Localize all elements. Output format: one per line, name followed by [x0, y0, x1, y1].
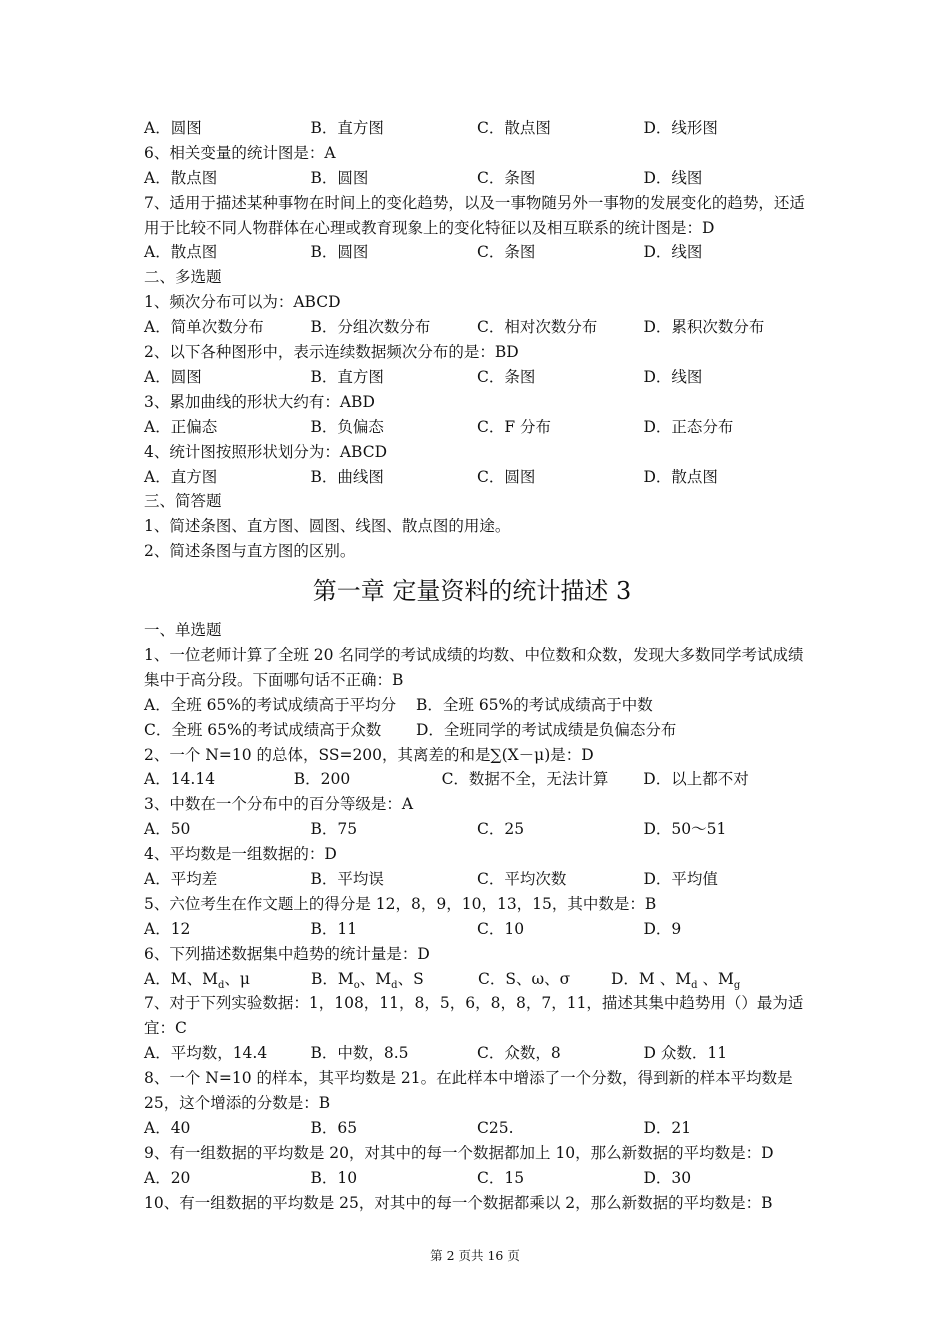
- option: C．10: [477, 919, 525, 938]
- option-text: A．M、M: [144, 969, 218, 988]
- section-heading: 三、简答题: [144, 492, 222, 511]
- option: C．平均次数: [477, 870, 567, 888]
- options-row: [144, 365, 810, 390]
- question: 9、有一组数据的平均数是 20，对其中的每一个数据都加上 10，那么新数据的平均数是：D: [144, 1143, 774, 1162]
- options-row: [144, 166, 810, 191]
- option: C．条图: [477, 367, 536, 386]
- question: 2、一个 N=10 的总体，SS=200，其离差的和是∑(X－μ)是：D: [144, 745, 594, 764]
- option: B．分组次数分布: [310, 318, 431, 337]
- options-row: [144, 1116, 810, 1141]
- question: 6、下列描述数据集中趋势的统计量是：D: [144, 944, 430, 963]
- options-row: [144, 867, 810, 892]
- option-text: 、M: [359, 969, 392, 988]
- question: 3、中数在一个分布中的百分等级是：A: [144, 795, 414, 814]
- option: C．散点图: [477, 119, 551, 137]
- page-content: [144, 116, 810, 1216]
- option: A．平均数，14.4: [144, 1044, 268, 1063]
- option: B．中数，8.5: [310, 1044, 409, 1063]
- option: C．条图: [477, 168, 536, 187]
- subscript: d: [391, 979, 398, 991]
- question: 10、有一组数据的平均数是 25，对其中的每一个数据都乘以 2，那么新数据的平均数是：B: [144, 1193, 773, 1212]
- option: D．全班同学的考试成绩是负偏态分布: [416, 720, 677, 739]
- option: D．线图: [643, 367, 703, 386]
- option: [311, 967, 478, 992]
- option: B．负偏态: [310, 417, 384, 436]
- question: 3、累加曲线的形状大约有：ABD: [144, 392, 375, 411]
- options-row: [144, 465, 810, 490]
- option: A．直方图: [144, 467, 218, 486]
- option: B．直方图: [310, 119, 384, 137]
- question: 4、平均数是一组数据的：D: [144, 845, 337, 864]
- option: A．散点图: [144, 243, 218, 262]
- options-row: [144, 1166, 810, 1191]
- option: C．S、ω、σ: [478, 969, 571, 988]
- option-text: 、M: [697, 969, 734, 988]
- question: 2、简述条图与直方图的区别。: [144, 542, 356, 561]
- question: 8、一个 N=10 的样本，其平均数是 21。在此样本中增添了一个分数，得到新的样本平均数是 25，这个增添的分数是：B: [144, 1069, 793, 1113]
- question: 2、以下各种图形中，表示连续数据频次分布的是：BD: [144, 343, 519, 362]
- options-row: [144, 240, 810, 265]
- options-row: [144, 767, 810, 792]
- section-heading: 一、单选题: [144, 621, 222, 640]
- page-footer: 第 2 页共 16 页: [430, 1248, 520, 1263]
- option: A．全班 65%的考试成绩高于平均分: [144, 695, 397, 714]
- option: A．平均差: [144, 870, 218, 888]
- option: D．累积次数分布: [643, 318, 765, 337]
- option: D．50～51: [643, 820, 727, 839]
- option: B．11: [310, 919, 358, 938]
- option: C．相对次数分布: [477, 318, 598, 337]
- option: C．条图: [477, 243, 536, 262]
- question: 7、适用于描述某种事物在时间上的变化趋势，以及一事物随另外一事物的发展变化的趋势，还适用于比较不同人物群体在心理或教育现象上的变化特征以及相互联系的统计图是：D: [144, 193, 805, 237]
- option: C．数据不全，无法计算: [441, 770, 609, 789]
- option: A．40: [144, 1118, 191, 1137]
- option: A．正偏态: [144, 417, 218, 436]
- option: B．圆图: [310, 168, 369, 187]
- option: C．15: [477, 1168, 525, 1187]
- chapter-title: 第一章 定量资料的统计描述 3: [312, 577, 632, 606]
- option: [144, 967, 311, 992]
- options-row: [144, 415, 810, 440]
- option: B．75: [310, 820, 358, 839]
- option: A．20: [144, 1168, 191, 1187]
- option: B．65: [310, 1118, 358, 1137]
- option: B．全班 65%的考试成绩高于中数: [416, 695, 653, 714]
- option-text: 、μ: [224, 969, 250, 988]
- option: D．线图: [643, 168, 703, 187]
- subscript: d: [217, 979, 225, 991]
- question: 4、统计图按照形状划分为：ABCD: [144, 442, 388, 461]
- options-row: [144, 315, 810, 340]
- option: D．线形图: [643, 119, 718, 137]
- option: B．直方图: [310, 367, 384, 386]
- option-text: D．M 、M: [611, 969, 692, 988]
- options-row: [144, 967, 810, 992]
- question: 6、相关变量的统计图是：A: [144, 143, 336, 162]
- option: D．30: [643, 1168, 692, 1187]
- question: 1、频次分布可以为：ABCD: [144, 293, 341, 312]
- option-text: B．M: [311, 969, 354, 988]
- subscript: o: [353, 979, 360, 991]
- question: 7、对于下列实验数据：1，108，11，8，5，6，8，8，7，11，描述其集中趋势用（）最为适宜：C: [144, 994, 804, 1038]
- subscript: d: [691, 979, 698, 991]
- options-row: [144, 116, 810, 141]
- option: C25.: [477, 1118, 514, 1137]
- option: D．散点图: [643, 467, 718, 486]
- option: B．圆图: [310, 243, 369, 262]
- option: D．9: [643, 919, 682, 938]
- question: 1、简述条图、直方图、圆图、线图、散点图的用途。: [144, 517, 511, 536]
- options-row: [144, 817, 810, 842]
- option: A．圆图: [144, 367, 202, 386]
- option: B．10: [310, 1168, 358, 1187]
- option: D．线图: [643, 243, 703, 262]
- option: C．圆图: [477, 467, 536, 486]
- option-text: 、S: [397, 969, 424, 988]
- option: A．圆图: [144, 119, 202, 137]
- section-heading: 二、多选题: [144, 268, 222, 287]
- option: C．众数，8: [477, 1044, 561, 1063]
- question: 5、六位考生在作文题上的得分是 12，8，9，10，13，15，其中数是：B: [144, 894, 657, 913]
- option: A．50: [144, 820, 191, 839]
- subscript: g: [733, 979, 741, 991]
- options-row: [144, 1041, 810, 1066]
- option: [611, 967, 778, 992]
- option: D．正态分布: [643, 417, 734, 436]
- option: B．曲线图: [310, 467, 384, 486]
- option: A．14.14: [144, 770, 216, 789]
- option: A．12: [144, 919, 191, 938]
- option: C．全班 65%的考试成绩高于众数: [144, 720, 382, 739]
- options-row: [144, 718, 810, 743]
- option: A．散点图: [144, 168, 218, 187]
- option: D．以上都不对: [643, 770, 749, 789]
- option: C．25: [477, 820, 525, 839]
- options-row: [144, 917, 810, 942]
- option: B．平均误: [310, 870, 384, 888]
- option: A．简单次数分布: [144, 318, 264, 337]
- question: 1、一位老师计算了全班 20 名同学的考试成绩的均数、中位数和众数，发现大多数同学考试成绩集中于高分段。下面哪句话不正确：B: [144, 645, 804, 689]
- option: D．平均值: [643, 870, 718, 888]
- option: D 众数．11: [643, 1044, 728, 1063]
- option: C．F 分布: [477, 417, 552, 436]
- options-row: [144, 693, 810, 718]
- option: B．200: [293, 770, 351, 789]
- option: D．21: [643, 1118, 692, 1137]
